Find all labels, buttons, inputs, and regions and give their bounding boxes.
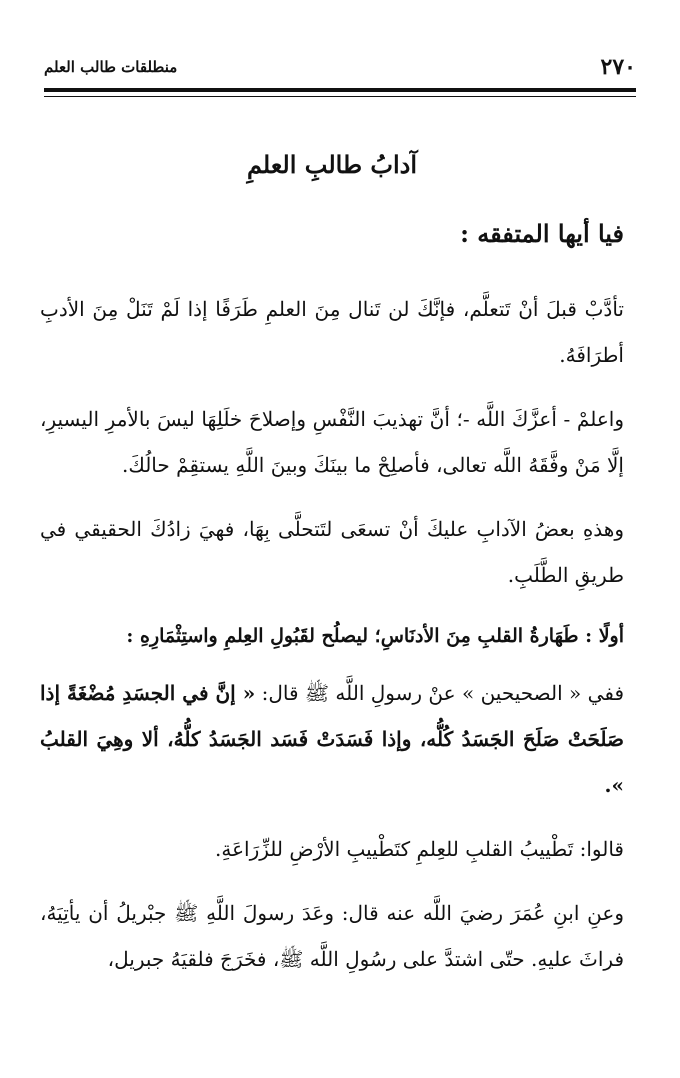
header-rule-thin	[44, 96, 636, 97]
page-header	[44, 52, 636, 82]
chapter-title: آدابُ طالبِ العلمِ	[246, 150, 418, 179]
point-1-heading: أولًا : طَهَارةُ القلبِ مِنَ الأدنَاسِ؛ ليصلُح لقَبُولِ العِلمِ واستِثْمَارِهِ :	[126, 625, 624, 647]
running-title: منطلقات طالب العلم	[44, 58, 178, 76]
paragraph-1: تأدَّبْ قبلَ أنْ تَتعلَّم، فإنَّكَ لن تَنال مِنَ العلمِ طَرَفًا إذا لَمْ تَنَلْ مِنَ الأدبِ أطرَافَهُ.	[40, 297, 624, 367]
paragraph-4	[40, 670, 624, 808]
section-heading: فيا أيها المتفقه :	[460, 219, 624, 248]
page-number: ٢٧٠	[600, 54, 636, 80]
header-rule-thick	[44, 88, 636, 92]
hadith-intro: ففي « الصحيحين » عنْ رسولِ اللَّه ﷺ قال:	[255, 681, 625, 705]
paragraph-6: وعنِ ابنِ عُمَرَ رضيَ اللَّه عنه قال: وعَدَ رسولَ اللَّهِ ﷺ جبْريلُ أن يأتِيَهُ، فراثَ عليهِ. حتّى اشتدَّ على رسُولِ اللَّه ﷺ، فخَرَجَ فلقيَهُ جبريل،	[40, 901, 624, 971]
paragraph-5: قالوا: تَطْييبُ القلبِ للعِلمِ كتَطْييبِ الأرْضِ للزِّرَاعَةِ.	[215, 837, 624, 861]
page-content	[40, 150, 624, 1000]
paragraph-3: وهذهِ بعضُ الآدابِ عليكَ أنْ تسعَى لتَتحلَّى بِهَا، فهيَ زادُكَ الحقيقي في طريقِ الطَّلَبِ.	[40, 517, 624, 587]
hadith-quote: « إنَّ في الجسَدِ مُضْغَةً إذا صَلَحَتْ صَلَحَ الجَسَدُ كُلُّه، وإذا فَسَدَتْ فَسَد الجَسَدُ كلُّهُ، ألا وهِيَ القلبُ ».	[40, 681, 624, 797]
paragraph-2: واعلمْ - أعزَّكَ اللَّه -؛ أنَّ تهذيبَ النَّفْسِ وإصلاحَ خلَلِهَا ليسَ بالأمرِ اليسيرِ، إلَّا مَنْ وفَّقَهُ اللَّه تعالى، فأصلِحْ ما بينَكَ وبينَ اللَّهِ يستقِمْ حالُكَ.	[40, 407, 624, 477]
